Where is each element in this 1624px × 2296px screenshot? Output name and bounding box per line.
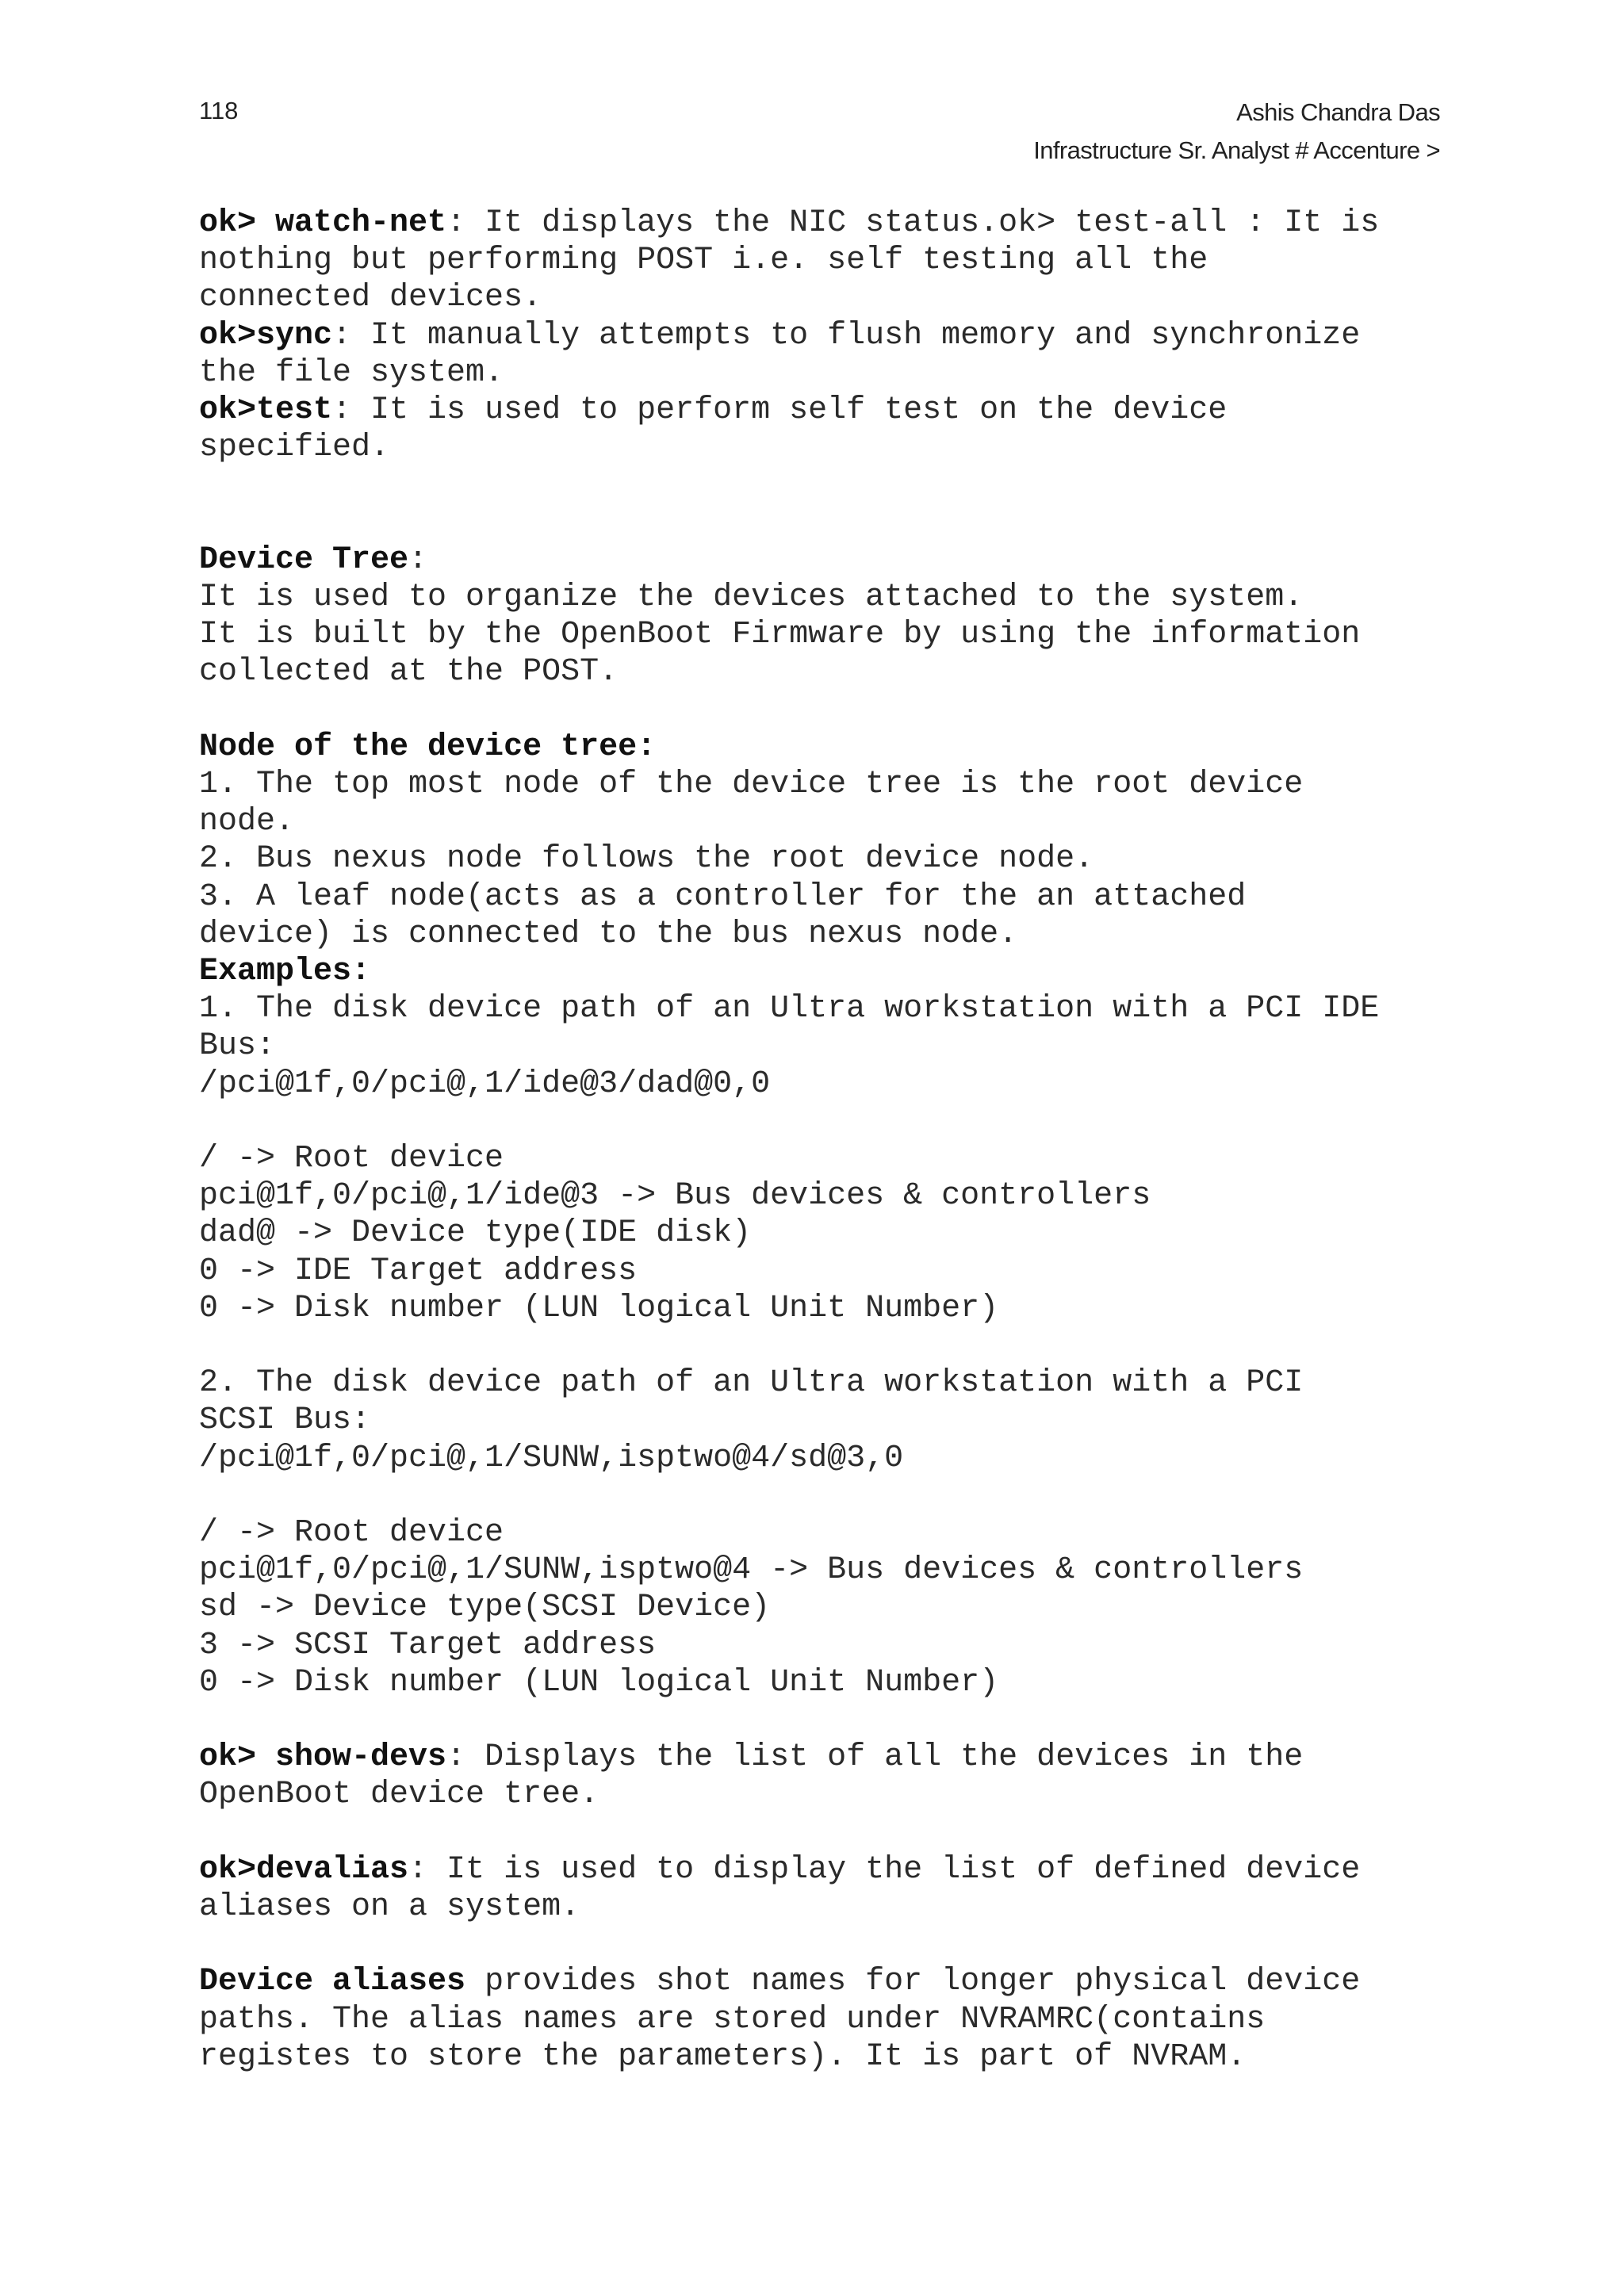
text-line: It is built by the OpenBoot Firmware by using the information: [199, 617, 1361, 653]
text-line: the file system.: [199, 354, 504, 391]
text-line: 2. Bus nexus node follows the root device node.: [199, 841, 1094, 878]
command-name: ok>devalias: [199, 1851, 409, 1888]
blank-line: [199, 1926, 1468, 1963]
path-part: 0 -> Disk number (LUN logical Unit Number): [199, 1290, 999, 1326]
blank-line: [199, 504, 1468, 541]
blank-line: [199, 466, 1468, 503]
blank-line: [199, 1327, 1468, 1364]
text-line: connected devices.: [199, 280, 542, 316]
node-heading: Node of the device tree:: [199, 729, 657, 765]
text-line: nothing but performing POST i.e. self testing all the: [199, 243, 1208, 279]
show-devs-line: ok> show-devs: Displays the list of all the devices in the: [199, 1739, 1304, 1776]
blank-line: [199, 1814, 1468, 1851]
text-line: collected at the POST.: [199, 654, 619, 691]
sync-line: ok>sync: It manually attempts to flush memory and synchronize: [199, 317, 1361, 354]
text-line: 2. The disk device path of an Ultra workstation with a PCI: [199, 1365, 1304, 1402]
text-line: device) is connected to the bus nexus node.: [199, 916, 1018, 952]
blank-line: [199, 1701, 1468, 1739]
aliases-line: Device aliases provides shot names for longer physical device: [199, 1964, 1361, 2000]
text-line: 1. The top most node of the device tree is the root device: [199, 767, 1304, 802]
running-header: [1033, 94, 1440, 170]
device-tree-heading: Device Tree:: [199, 541, 428, 578]
text-line: registes to store the parameters). It is part of NVRAM.: [199, 2038, 1247, 2075]
devalias-line: ok>devalias: It is used to display the list of defined device: [199, 1851, 1361, 1888]
text-line: aliases on a system.: [199, 1889, 580, 1926]
text-line: 3. A leaf node(acts as a controller for the an attached: [199, 878, 1247, 915]
device-path: /pci@1f,0/pci@,1/SUNW,isptwo@4/sd@3,0: [199, 1440, 904, 1476]
command-name: ok>test: [199, 392, 333, 429]
text-line: OpenBoot device tree.: [199, 1777, 599, 1813]
text-line: It is used to organize the devices attached to the system.: [199, 580, 1304, 615]
command-name: ok> watch-net: [199, 205, 447, 241]
device-path: /pci@1f,0/pci@,1/ide@3/dad@0,0: [199, 1066, 771, 1102]
path-part: pci@1f,0/pci@,1/ide@3 -> Bus devices & controllers: [199, 1178, 1151, 1215]
path-part: sd -> Device type(SCSI Device): [199, 1590, 771, 1626]
path-part: 0 -> IDE Target address: [199, 1253, 638, 1289]
blank-line: [199, 691, 1468, 729]
path-part: dad@ -> Device type(IDE disk): [199, 1215, 752, 1252]
watch-net-line: ok> watch-net: It displays the NIC status.ok> test-all : It is: [199, 205, 1380, 241]
path-part: / -> Root device: [199, 1515, 504, 1552]
author-title: Infrastructure Sr. Analyst # Accenture >: [1033, 136, 1440, 164]
blank-line: [199, 1103, 1468, 1140]
text-line: Bus:: [199, 1028, 276, 1065]
path-part: pci@1f,0/pci@,1/SUNW,isptwo@4 -> Bus devices & controllers: [199, 1552, 1304, 1589]
path-part: / -> Root device: [199, 1141, 504, 1177]
text-line: SCSI Bus:: [199, 1402, 371, 1439]
test-line: ok>test: It is used to perform self test on the device: [199, 392, 1228, 429]
text-line: specified.: [199, 430, 390, 466]
examples-heading: Examples:: [199, 954, 371, 990]
command-name: ok>sync: [199, 317, 333, 354]
blank-line: [199, 1477, 1468, 1514]
page-number: 118: [199, 97, 239, 124]
term: Device aliases: [199, 1964, 466, 2000]
text-line: paths. The alias names are stored under NVRAMRC(contains: [199, 2001, 1266, 2038]
text-line: node.: [199, 804, 295, 840]
command-name: ok> show-devs: [199, 1739, 447, 1776]
section-heading: Device Tree: [199, 541, 409, 578]
author-name: Ashis Chandra Das: [1236, 98, 1440, 126]
path-part: 0 -> Disk number (LUN logical Unit Number): [199, 1664, 999, 1701]
path-part: 3 -> SCSI Target address: [199, 1627, 657, 1663]
text-line: 1. The disk device path of an Ultra workstation with a PCI IDE: [199, 991, 1380, 1027]
page-body: [199, 205, 1468, 2076]
